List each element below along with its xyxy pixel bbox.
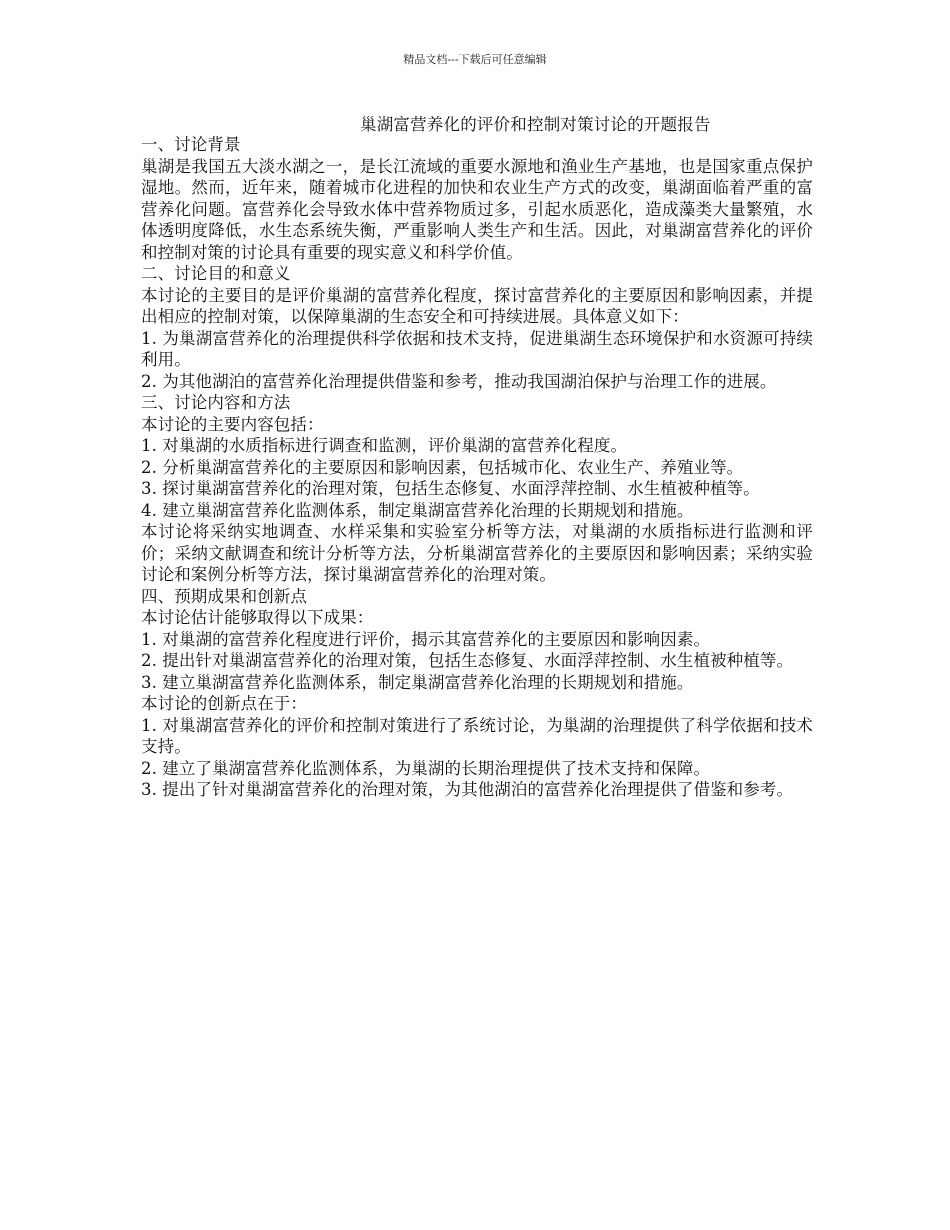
paragraph-methods: 本讨论将采纳实地调查、水样采集和实验室分析等方法，对巢湖的水质指标进行监测和评价；采纳文献调查和统计分析等方法，分析巢湖富营养化的主要原因和影响因素；采纳实验讨论和案例分析等方法，探讨巢湖富营养化的治理对策。 (141, 522, 813, 584)
list-item: 4. 建立巢湖富营养化监测体系，制定巢湖富营养化治理的长期规划和措施。 (141, 500, 694, 520)
list-item: 1. 对巢湖的水质指标进行调查和监测，评价巢湖的富营养化程度。 (141, 436, 628, 455)
list-item: 2. 为其他湖泊的富营养化治理提供借鉴和参考，推动我国湖泊保护与治理工作的进展。 (141, 371, 777, 391)
section-heading-outcomes: 四、预期成果和创新点 (141, 586, 307, 606)
document-title: 巢湖富营养化的评价和控制对策讨论的开题报告 (360, 115, 711, 134)
list-item: 3. 探讨巢湖富营养化的治理对策，包括生态修复、水面浮萍控制、水生植被种植等。 (141, 479, 760, 498)
list-item: 3. 提出了针对巢湖富营养化的治理对策，为其他湖泊的富营养化治理提供了借鉴和参考。 (141, 780, 794, 799)
list-item: 1. 为巢湖富营养化的治理提供科学依据和技术支持，促进巢湖生态环境保护和水资源可持续利用。 (141, 328, 813, 369)
list-item: 2. 建立了巢湖富营养化监测体系，为巢湖的长期治理提供了技术支持和保障。 (141, 758, 711, 778)
paragraph-purpose: 本讨论的主要目的是评价巢湖的富营养化程度，探讨富营养化的主要原因和影响因素，并提出相应的控制对策，以保障巢湖的生态安全和可持续进展。具体意义如下： (141, 285, 813, 326)
list-item: 2. 提出针对巢湖富营养化的治理对策，包括生态修复、水面浮萍控制、水生植被种植等。 (141, 651, 794, 670)
paragraph-innovation-intro: 本讨论的创新点在于： (141, 694, 307, 713)
paragraph-content-intro: 本讨论的主要内容包括： (141, 414, 324, 434)
section-heading-content-methods: 三、讨论内容和方法 (141, 393, 291, 412)
document-body (141, 134, 813, 801)
list-item: 3. 建立巢湖富营养化监测体系，制定巢湖富营养化治理的长期规划和措施。 (141, 672, 694, 692)
paragraph-outcomes-intro: 本讨论估计能够取得以下成果： (141, 608, 374, 627)
list-item: 1. 对巢湖富营养化的评价和控制对策进行了系统讨论，为巢湖的治理提供了科学依据和技术支持。 (141, 715, 813, 756)
page-header-watermark: 精品文档---下载后可任意编辑 (403, 53, 547, 66)
section-heading-background: 一、讨论背景 (141, 135, 241, 154)
section-heading-purpose: 二、讨论目的和意义 (141, 264, 291, 283)
paragraph-background: 巢湖是我国五大淡水湖之一，是长江流域的重要水源地和渔业生产基地，也是国家重点保护湿地。然而，近年来，随着城市化进程的加快和农业生产方式的改变，巢湖面临着严重的富营养化问题。富营养化会导致水体中营养物质过多，引起水质恶化，造成藻类大量繁殖，水体透明度降低，水生态系统失衡，严重影响人类生产和生活。因此，对巢湖富营养化的评价和控制对策的讨论具有重要的现实意义和科学价值。 (141, 156, 813, 262)
list-item: 2. 分析巢湖富营养化的主要原因和影响因素，包括城市化、农业生产、养殖业等。 (141, 457, 744, 477)
list-item: 1. 对巢湖的富营养化程度进行评价，揭示其富营养化的主要原因和影响因素。 (141, 629, 711, 649)
